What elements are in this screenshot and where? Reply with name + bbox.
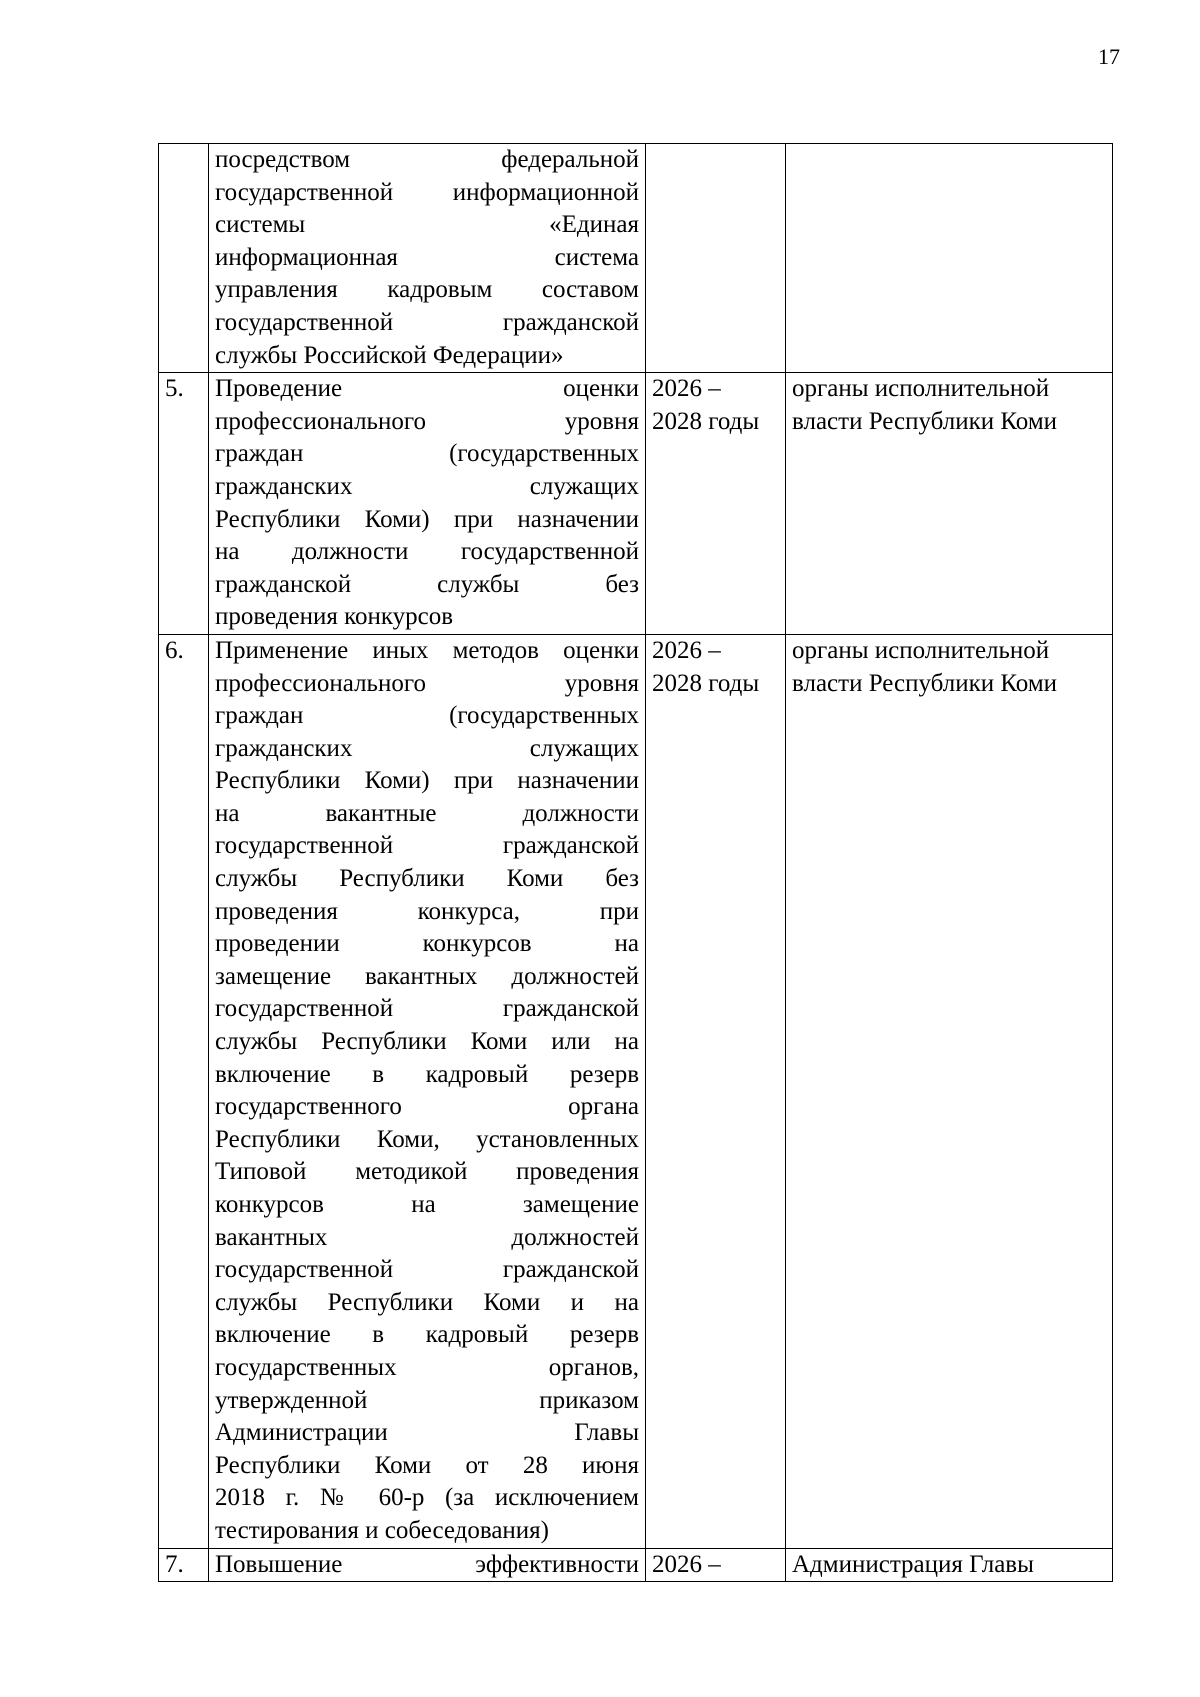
term-cell <box>646 1548 786 1582</box>
responsible-line: органы исполнительной <box>792 375 1050 403</box>
responsible-line: власти Республики Коми <box>792 407 1058 435</box>
activity-line: государственного органа <box>215 1093 639 1121</box>
term-cell <box>646 144 786 373</box>
table-row <box>159 634 1113 1548</box>
term-line: 2026 – <box>652 375 721 403</box>
activity-cell <box>209 144 646 373</box>
page-number: 17 <box>1098 44 1120 69</box>
activity-line: граждан (государственных <box>215 440 639 468</box>
row-number-cell: 5. <box>159 373 209 635</box>
activity-line: на должности государственной <box>215 538 639 566</box>
responsible-cell <box>786 144 1113 373</box>
activity-line: гражданской службы без <box>215 570 639 598</box>
activity-line: гражданских служащих <box>215 472 639 500</box>
row-number-cell: 6. <box>159 634 209 1548</box>
activity-line: государственной гражданской <box>215 1256 639 1284</box>
activity-line: службы Республики Коми или на <box>215 1028 639 1056</box>
activity-line: тестирования и собеседования) <box>215 1516 549 1544</box>
term-cell <box>646 634 786 1548</box>
activity-line: утвержденной приказом <box>215 1386 639 1414</box>
activity-line: Республики Коми) при назначении <box>215 505 639 533</box>
term-cell <box>646 373 786 635</box>
activity-line: Проведение оценки <box>215 375 639 403</box>
activity-line: службы Республики Коми без <box>215 865 639 893</box>
activity-line: вакантных должностей <box>215 1223 639 1251</box>
plan-table-body <box>159 144 1113 1582</box>
table-row <box>159 373 1113 635</box>
activity-line: службы Российской Федерации» <box>215 341 564 369</box>
activity-line: государственной гражданской <box>215 308 639 336</box>
table-row <box>159 144 1113 373</box>
activity-line: проведения конкурсов <box>215 603 454 631</box>
table-row <box>159 1548 1113 1582</box>
activity-line: Республики Коми от 28 июня <box>215 1451 639 1479</box>
activity-line: на вакантные должности <box>215 799 639 827</box>
activity-line: информационная система <box>215 243 639 271</box>
responsible-cell <box>786 373 1113 635</box>
activity-line: профессионального уровня <box>215 669 639 697</box>
responsible-line: Администрация Главы <box>792 1550 1034 1578</box>
responsible-cell <box>786 1548 1113 1582</box>
term-line: 2026 – <box>652 636 721 664</box>
row-number-cell: 7. <box>159 1548 209 1582</box>
activity-line: включение в кадровый резерв <box>215 1060 639 1088</box>
activity-line: проведения конкурса, при <box>215 897 639 925</box>
activity-line: включение в кадровый резерв <box>215 1321 639 1349</box>
responsible-line: органы исполнительной <box>792 636 1050 664</box>
activity-line: Повышение эффективности <box>215 1550 639 1578</box>
activity-line: граждан (государственных <box>215 702 639 730</box>
activity-line: государственных органов, <box>215 1353 639 1381</box>
activity-line: посредством федеральной <box>215 146 639 173</box>
activity-line: управления кадровым составом <box>215 276 639 304</box>
activity-line: гражданских служащих <box>215 734 639 762</box>
activity-line: Администрации Главы <box>215 1419 639 1447</box>
row-number-cell <box>159 144 209 373</box>
activity-cell <box>209 373 646 635</box>
activity-line: 2018 г. № 60-р (за исключением <box>215 1484 639 1512</box>
responsible-cell <box>786 634 1113 1548</box>
activity-line: Типовой методикой проведения <box>215 1158 639 1186</box>
activity-line: государственной информационной <box>215 178 639 206</box>
activity-line: Республики Коми) при назначении <box>215 767 639 795</box>
activity-line: государственной гражданской <box>215 995 639 1023</box>
activity-line: Республики Коми, установленных <box>215 1125 639 1153</box>
term-line: 2028 годы <box>652 407 760 435</box>
responsible-line: власти Республики Коми <box>792 669 1058 697</box>
term-line: 2028 годы <box>652 669 760 697</box>
plan-table <box>158 143 1113 1582</box>
term-line: 2026 – <box>652 1550 721 1578</box>
activity-line: проведении конкурсов на <box>215 930 639 958</box>
activity-line: Применение иных методов оценки <box>215 636 639 664</box>
activity-line: профессионального уровня <box>215 407 639 435</box>
activity-cell <box>209 634 646 1548</box>
activity-line: конкурсов на замещение <box>215 1191 639 1218</box>
activity-line: государственной гражданской <box>215 832 639 860</box>
activity-line: системы «Единая <box>215 211 639 239</box>
activity-line: замещение вакантных должностей <box>215 962 639 990</box>
activity-line: службы Республики Коми и на <box>215 1288 639 1316</box>
activity-cell <box>209 1548 646 1582</box>
